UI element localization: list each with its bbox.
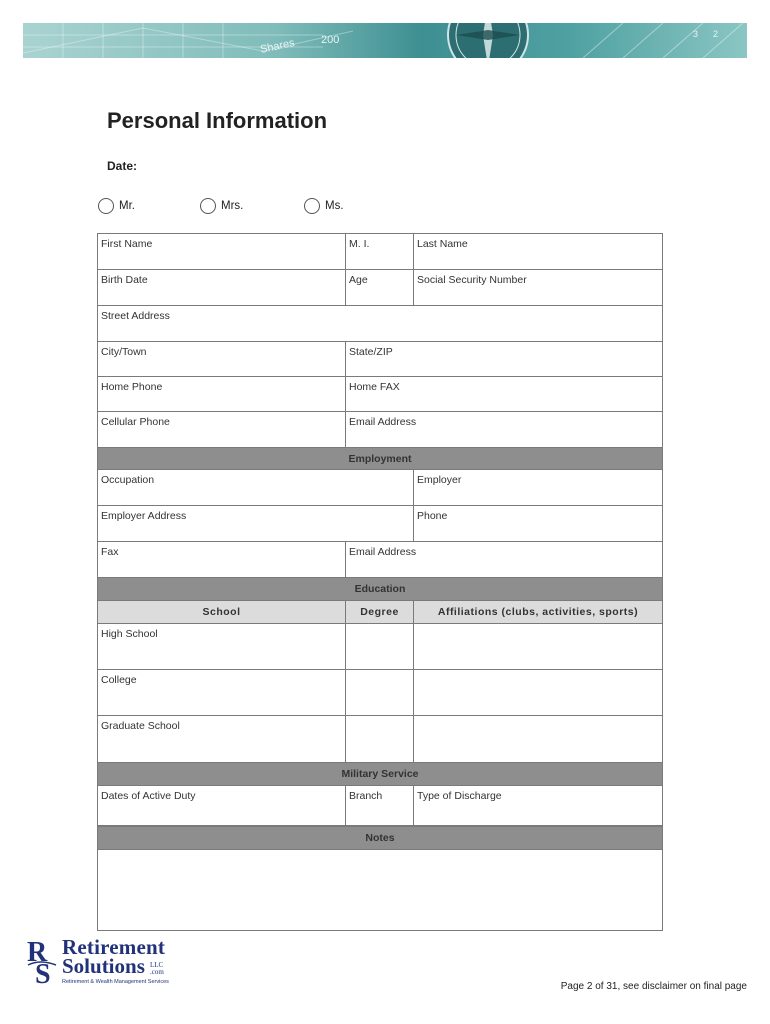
age-field[interactable]: Age [346,270,414,306]
state-zip-field[interactable]: State/ZIP [346,342,663,377]
notes-header: Notes [98,827,663,850]
degree-column-header: Degree [346,601,414,624]
svg-text:S: S [35,959,51,987]
radio-mrs[interactable] [200,198,243,214]
active-duty-field[interactable]: Dates of Active Duty [98,786,346,826]
high-school-degree-field[interactable] [346,624,414,670]
employer-field[interactable]: Employer [414,470,663,506]
discharge-field[interactable]: Type of Discharge [414,786,663,826]
school-column-header: School [98,601,346,624]
ssn-field[interactable]: Social Security Number [414,270,663,306]
employer-phone-field[interactable]: Phone [414,506,663,542]
retirement-solutions-logo [26,935,176,987]
rs-monogram-icon [26,935,62,987]
date-label: Date: [107,159,138,173]
header-banner [23,23,747,58]
mi-field[interactable]: M. I. [346,234,414,270]
high-school-affiliations-field[interactable] [414,624,663,670]
high-school-field[interactable]: High School [98,624,346,670]
logo-line2: Solutions [62,954,145,978]
branch-field[interactable]: Branch [346,786,414,826]
radio-mr[interactable] [98,198,135,214]
banner-text-200: 200 [321,34,340,46]
college-field[interactable]: College [98,670,346,716]
banner-text-2: 2 [713,29,719,39]
employment-table [97,447,663,578]
radio-button[interactable] [304,198,320,214]
radio-button[interactable] [200,198,216,214]
street-address-field[interactable]: Street Address [98,306,663,342]
notes-field[interactable] [98,850,663,931]
first-name-field[interactable]: First Name [98,234,346,270]
radio-label: Mrs. [221,200,244,212]
occupation-field[interactable]: Occupation [98,470,414,506]
radio-label: Mr. [119,200,135,212]
banner-text-3: 3 [693,29,699,39]
employer-email-field[interactable]: Email Address [346,542,663,578]
college-affiliations-field[interactable] [414,670,663,716]
logo-llc: LLC .com [150,961,164,976]
logo-line1: Retirement [62,935,166,959]
education-table [97,577,663,763]
email-field[interactable]: Email Address [346,412,663,448]
notes-table [97,826,663,931]
graduate-degree-field[interactable] [346,716,414,763]
employer-address-field[interactable]: Employer Address [98,506,414,542]
home-phone-field[interactable]: Home Phone [98,377,346,412]
radio-label: Ms. [325,200,344,212]
banner-text-shares: Shares [259,36,296,56]
military-table [97,762,663,826]
graduate-school-field[interactable]: Graduate School [98,716,346,763]
page-footer: Page 2 of 31, see disclaimer on final page [560,981,747,992]
military-header: Military Service [98,763,663,786]
last-name-field[interactable]: Last Name [414,234,663,270]
employment-header: Employment [98,448,663,470]
logo-tagline: Retirement & Wealth Management Services [62,979,169,985]
compass-icon [448,23,528,58]
personal-info-table [97,233,663,448]
cell-phone-field[interactable]: Cellular Phone [98,412,346,448]
radio-ms[interactable] [304,198,344,214]
radio-button[interactable] [98,198,114,214]
graduate-affiliations-field[interactable] [414,716,663,763]
birth-date-field[interactable]: Birth Date [98,270,346,306]
banner-graphic [23,23,747,58]
education-header: Education [98,578,663,601]
employer-fax-field[interactable]: Fax [98,542,346,578]
home-fax-field[interactable]: Home FAX [346,377,663,412]
college-degree-field[interactable] [346,670,414,716]
svg-text:R: R [27,937,48,968]
affiliations-column-header: Affiliations (clubs, activities, sports) [414,601,663,624]
page-title: Personal Information [107,108,328,133]
city-field[interactable]: City/Town [98,342,346,377]
